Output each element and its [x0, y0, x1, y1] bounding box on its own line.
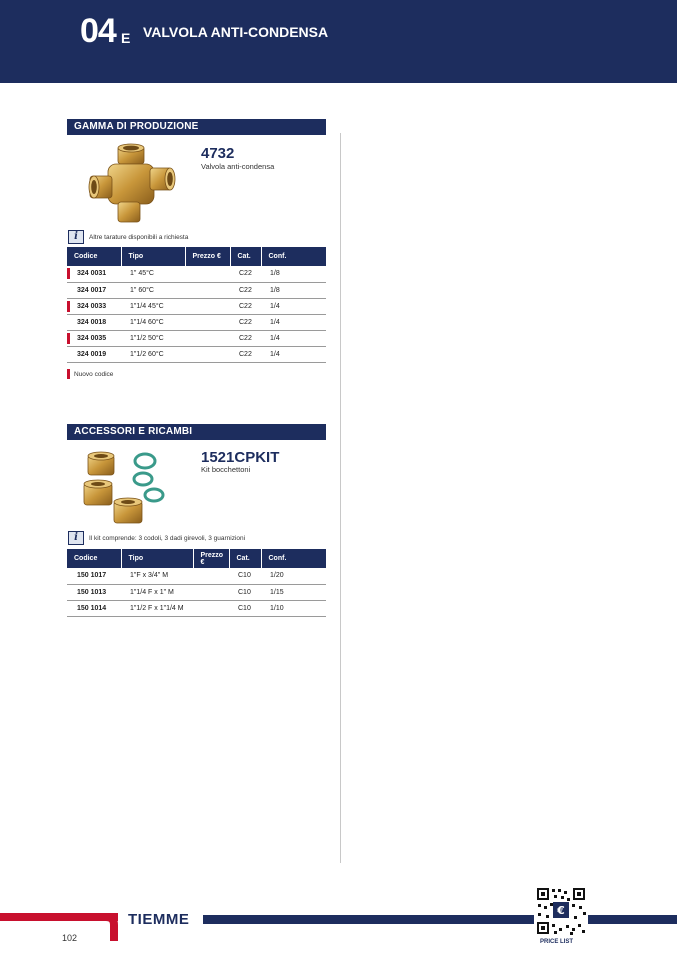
footer-blue-bar [203, 915, 677, 924]
qr-code-icon[interactable] [534, 886, 588, 936]
column-header-prezzo: Prezzo € [193, 549, 229, 568]
info-note [68, 230, 188, 244]
cell-codice: 150 1013 [67, 584, 121, 600]
cell-tipo: 1"1/4 60°C [121, 314, 185, 330]
cell-tipo: 1"F x 3/4" M [121, 568, 193, 584]
table-row [67, 330, 326, 346]
cell-tipo: 1"1/2 50°C [121, 330, 185, 346]
column-header-cat: Cat. [229, 549, 261, 568]
column-header-prezzo: Prezzo € [185, 247, 230, 266]
chapter-number: 04 [80, 12, 116, 50]
new-code-marker [67, 369, 70, 379]
brand-logo: TIEMME [128, 911, 190, 928]
cell-tipo: 1" 45°C [121, 266, 185, 282]
cell-conf: 1/4 [261, 330, 326, 346]
price-list-label: PRICE LIST [540, 939, 574, 945]
cell-cat: C10 [229, 584, 261, 600]
product-code: 1521CPKIT [201, 449, 280, 466]
cell-conf: 1/4 [261, 346, 326, 362]
info-icon: i [68, 531, 84, 545]
cell-codice: 150 1014 [67, 600, 121, 616]
page-title: VALVOLA ANTI-CONDENSA [143, 24, 329, 40]
cell-tipo: 1"1/4 F x 1" M [121, 584, 193, 600]
fitting-kit-image [78, 449, 168, 527]
cell-prezzo [193, 568, 229, 584]
legend-text: Nuovo codice [74, 370, 114, 378]
cell-prezzo [185, 282, 230, 298]
info-note [68, 531, 245, 545]
cell-cat: C22 [230, 266, 261, 282]
cell-prezzo [185, 298, 230, 314]
cell-prezzo [185, 330, 230, 346]
cell-codice: 324 0019 [67, 346, 121, 362]
cell-cat: C22 [230, 346, 261, 362]
cell-cat: C22 [230, 298, 261, 314]
cell-tipo: 1"1/4 45°C [121, 298, 185, 314]
table-row [67, 298, 326, 314]
cell-prezzo [185, 314, 230, 330]
cell-prezzo [193, 600, 229, 616]
cell-cat: C10 [229, 600, 261, 616]
info-note-text: Il kit comprende: 3 codoli, 3 dadi girevoli, 3 guarnizioni [89, 534, 246, 542]
column-header-codice: Codice [67, 247, 121, 266]
cell-prezzo [185, 346, 230, 362]
cell-cat: C22 [230, 282, 261, 298]
valve-product-image [88, 142, 178, 226]
cell-conf: 1/8 [261, 282, 326, 298]
page-header [0, 0, 677, 83]
cell-conf: 1/15 [261, 584, 326, 600]
cell-cat: C22 [230, 330, 261, 346]
table-row [67, 600, 326, 616]
cell-conf: 1/8 [261, 266, 326, 282]
column-header-conf: Conf. [261, 549, 326, 568]
new-code-legend [67, 369, 113, 379]
info-note-text: Altre tarature disponibili a richiesta [89, 233, 189, 241]
cell-conf: 1/10 [261, 600, 326, 616]
page-number: 102 [62, 933, 78, 943]
column-divider [340, 133, 341, 863]
cell-cat: C10 [229, 568, 261, 584]
cell-prezzo [185, 266, 230, 282]
table-row [67, 584, 326, 600]
section-title-accessori: ACCESSORI E RICAMBI [67, 424, 326, 440]
svg-text:€: € [557, 904, 565, 917]
cell-codice: 324 0018 [67, 314, 121, 330]
table-row [67, 568, 326, 584]
column-header-cat: Cat. [230, 247, 261, 266]
table-header-row [67, 247, 326, 266]
table-row [67, 266, 326, 282]
table-header-row [67, 549, 326, 568]
footer-pipe-graphic [92, 913, 120, 941]
cell-prezzo [193, 584, 229, 600]
cell-tipo: 1"1/2 F x 1"1/4 M [121, 600, 193, 616]
product-table-accessori [67, 549, 326, 617]
cell-codice: 324 0035 [67, 330, 121, 346]
cell-codice: 324 0017 [67, 282, 121, 298]
chapter-letter: E [121, 30, 131, 46]
product-description: Kit bocchettoni [201, 465, 251, 474]
cell-codice: 324 0031 [67, 266, 121, 282]
section-title-gamma: GAMMA DI PRODUZIONE [67, 119, 326, 135]
cell-codice: 150 1017 [67, 568, 121, 584]
cell-tipo: 1"1/2 60°C [121, 346, 185, 362]
product-code: 4732 [201, 145, 235, 162]
cell-conf: 1/4 [261, 314, 326, 330]
column-header-codice: Codice [67, 549, 121, 568]
column-header-tipo: Tipo [121, 247, 185, 266]
cell-cat: C22 [230, 314, 261, 330]
cell-codice: 324 0033 [67, 298, 121, 314]
table-row [67, 314, 326, 330]
product-description: Valvola anti-condensa [201, 162, 275, 171]
cell-conf: 1/4 [261, 298, 326, 314]
info-icon: i [68, 230, 84, 244]
product-table-gamma [67, 247, 326, 363]
column-header-conf: Conf. [261, 247, 326, 266]
cell-tipo: 1" 60°C [121, 282, 185, 298]
table-row [67, 346, 326, 362]
column-header-tipo: Tipo [121, 549, 193, 568]
cell-conf: 1/20 [261, 568, 326, 584]
table-row [67, 282, 326, 298]
